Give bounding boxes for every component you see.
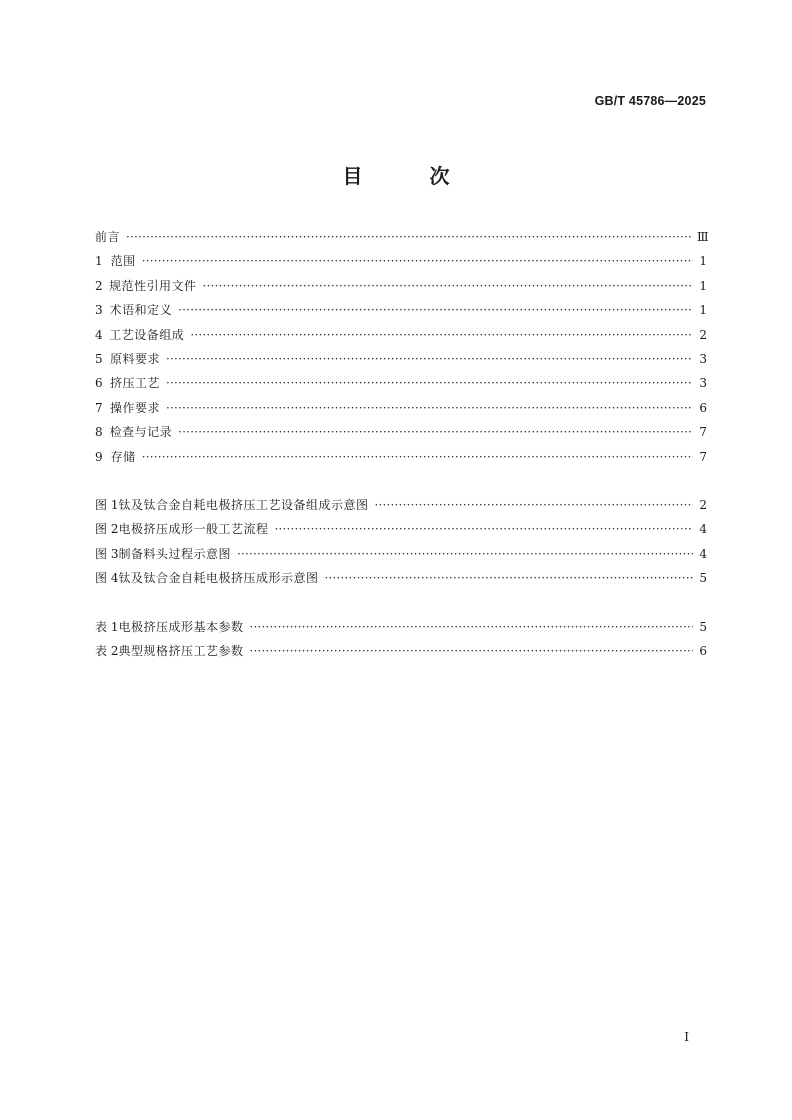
toc-entry-page: 3 [699,376,707,391]
toc-entry-number: 6 [95,376,103,391]
dot-leader [190,323,693,347]
dot-leader [166,396,693,420]
toc-entry-label: 电极挤压成形一般工艺流程 [118,522,269,537]
toc-entry-label: 范围 [110,254,136,269]
toc-entry-number: 图 4 [95,571,119,586]
toc-chapters [95,225,707,469]
dot-leader [166,371,693,395]
toc-entry-label: 工艺设备组成 [109,327,185,342]
toc-entry[interactable] [95,517,707,541]
toc-entry-label: 术语和定义 [109,303,173,318]
toc-entry[interactable] [95,396,707,420]
toc-entry-number: 4 [95,327,103,342]
toc-entry-number: 表 2 [95,644,119,659]
toc-entry-page: 1 [699,278,707,293]
toc-entry-page: 7 [699,449,707,464]
page-folio: I [684,1030,689,1044]
toc-entry-label: 检查与记录 [109,425,173,440]
toc-entry[interactable] [95,323,707,347]
toc-entry-page: 4 [699,522,707,537]
dot-leader [374,493,693,517]
toc-entry-page: 2 [699,327,707,342]
dot-leader [249,639,693,663]
toc-entry-number: 8 [95,425,103,440]
toc-entry-number: 3 [95,303,103,318]
dot-leader [142,445,693,469]
dot-leader [237,542,693,566]
toc-entry-page: Ⅲ [697,230,709,244]
toc-entry-page: 5 [699,571,707,586]
toc-entry-page: 6 [699,400,707,415]
toc-entry-label: 存储 [110,449,136,464]
toc-entry[interactable] [95,371,707,395]
toc-title: 目 次 [342,164,480,188]
toc-entry[interactable] [95,445,707,469]
toc-entry-number: 图 3 [95,546,119,561]
dot-leader [249,615,693,639]
dot-leader [126,225,693,249]
toc-entry-page: 2 [699,498,707,512]
dot-leader [202,274,693,298]
toc-entry-number: 1 [95,254,103,269]
toc-entry-page: 5 [699,620,707,634]
toc-entry[interactable] [95,347,707,371]
toc-entry-number: 9 [95,449,103,464]
dot-leader [178,420,693,444]
toc-entry-page: 3 [699,351,707,366]
toc-entry-label: 规范性引用文件 [108,278,197,293]
standard-number: GB/T 45786—2025 [594,94,706,108]
toc-entry-number: 5 [95,351,103,366]
toc-entry[interactable] [95,493,707,517]
toc-entry-number: 图 2 [95,522,119,537]
toc-entry-page: 4 [699,546,707,561]
toc-entry[interactable] [95,566,707,590]
toc-entry[interactable] [95,639,707,663]
toc-entry[interactable] [95,542,707,566]
toc-entry-label: 电极挤压成形基本参数 [118,620,244,634]
toc-entry[interactable] [95,298,707,322]
toc-entry[interactable] [95,420,707,444]
toc-entry[interactable] [95,274,707,298]
toc-entry-label: 钛及钛合金自耗电极挤压成形示意图 [118,571,319,586]
dot-leader [178,298,693,322]
toc-entry[interactable] [95,249,707,273]
toc-entry[interactable] [95,225,707,249]
toc-entry-label: 前言 [95,230,121,244]
toc-entry-label: 典型规格挤压工艺参数 [118,644,244,659]
dot-leader [142,249,693,273]
toc-entry-label: 操作要求 [109,400,160,415]
toc-entry-label: 挤压工艺 [109,376,160,391]
toc-entry[interactable] [95,615,707,639]
toc-entry-page: 1 [699,254,707,269]
toc-entry-number: 表 1 [95,620,119,634]
toc-entry-page: 7 [699,425,707,440]
dot-leader [274,517,693,541]
toc-entry-number: 7 [95,400,103,415]
toc-figures [95,493,707,591]
toc-entry-label: 制备料头过程示意图 [118,546,231,561]
toc-entry-page: 6 [699,644,707,659]
toc-entry-number: 2 [95,278,103,293]
toc-tables [95,615,707,664]
dot-leader [324,566,693,590]
toc-entry-label: 钛及钛合金自耗电极挤压工艺设备组成示意图 [118,498,369,512]
toc-entry-page: 1 [699,303,707,318]
dot-leader [166,347,693,371]
toc-entry-number: 图 1 [95,498,119,512]
toc-entry-label: 原料要求 [109,351,160,366]
